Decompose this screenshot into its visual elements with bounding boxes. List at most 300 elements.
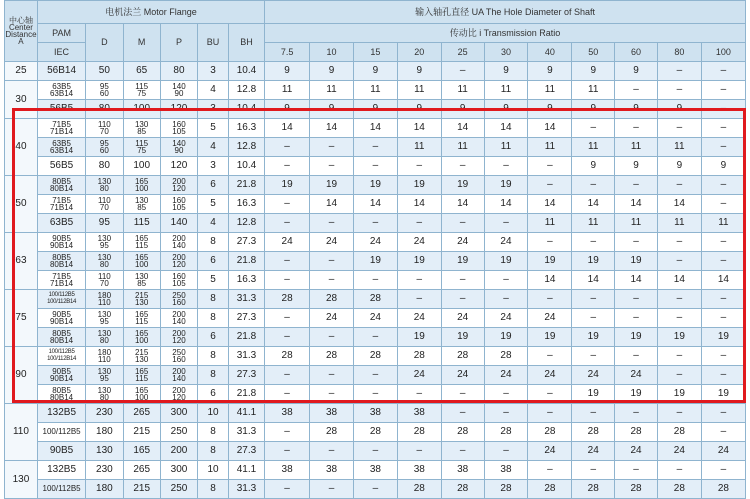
hole-diameter-cell: – [265,214,310,233]
bu-cell: 6 [198,385,229,404]
p-cell: 140 [160,214,197,233]
d-value: 70 [99,203,109,212]
ratio-header-cell: 80 [657,43,701,62]
hole-diameter-cell: – [310,480,354,499]
center-distance-cell: 110 [5,404,38,461]
m-value: 115 [135,374,149,383]
hole-diameter-cell: 24 [484,309,528,328]
hole-diameter-cell: – [657,366,701,385]
m-value: 130 [134,298,149,307]
hole-diameter-cell: – [265,271,310,290]
iec-value: 71B5 [52,272,71,281]
ratio-header-cell: 25 [441,43,484,62]
hole-diameter-cell: – [265,480,310,499]
hole-diameter-cell: 24 [528,366,572,385]
hole-diameter-cell: 19 [572,385,615,404]
iec-header: IEC [37,43,85,62]
bu-cell: 3 [198,100,229,119]
hole-diameter-cell: – [353,157,397,176]
hole-diameter-cell: – [265,328,310,347]
p-value: 200 [172,253,186,262]
d-cell [86,176,123,195]
p-value: 120 [172,336,186,345]
hole-diameter-cell: 28 [484,480,528,499]
p-cell: 200 [160,442,197,461]
m-cell [123,176,160,195]
iec-value: 63B14 [49,89,74,98]
hole-diameter-cell: – [310,214,354,233]
hole-diameter-cell: 19 [572,328,615,347]
bu-cell: 8 [198,309,229,328]
iec-value: 90B5 [52,367,71,376]
ratio-header-cell: 60 [615,43,658,62]
m-cell: 215 [123,480,160,499]
p-value: 160 [172,196,186,205]
m-value: 215 [134,348,149,357]
bh-cell: 27.3 [228,366,264,385]
m-value: 165 [134,253,149,262]
hole-diameter-cell: – [397,157,441,176]
bh-cell: 27.3 [228,442,264,461]
hole-diameter-cell: 28 [397,347,441,366]
hole-diameter-cell: 38 [441,461,484,480]
hole-diameter-cell: – [701,81,745,100]
hole-diameter-cell: – [441,214,484,233]
bu-cell: 6 [198,252,229,271]
iec-value: 80B5 [52,329,71,338]
d-cell [86,252,123,271]
ratio-header-cell: 40 [528,43,572,62]
iec-cell [37,119,85,138]
hole-diameter-cell: 14 [657,271,701,290]
hole-diameter-cell: – [353,271,397,290]
hole-diameter-cell: – [397,385,441,404]
hole-diameter-cell: 24 [397,309,441,328]
d-value: 60 [99,146,109,155]
bh-cell: 10.4 [228,100,264,119]
center-distance-cell: 30 [5,81,38,119]
m-value: 165 [134,234,149,243]
bh-cell: 31.3 [228,347,264,366]
d-cell [86,233,123,252]
d-cell: 95 [86,214,123,233]
m-cell: 265 [123,461,160,480]
table-row [5,328,746,347]
m-cell [123,119,160,138]
hole-diameter-cell: – [310,138,354,157]
d-value: 110 [97,272,111,281]
d-value: 80 [99,393,109,402]
hole-diameter-cell: 9 [615,157,658,176]
p-value: 160 [172,355,186,364]
center-distance-cell: 75 [5,290,38,347]
iec-cell [37,290,85,309]
iec-cell: 132B5 [37,461,85,480]
hole-diameter-cell: 24 [310,309,354,328]
center-distance-a: A [18,37,24,46]
hole-diameter-cell: – [701,62,745,81]
p-value: 105 [172,203,186,212]
p-cell [160,328,197,347]
table-row [5,81,746,100]
hole-diameter-cell: – [701,461,745,480]
d-value: 180 [97,291,112,300]
hole-diameter-cell: 11 [615,138,658,157]
hole-diameter-cell: 19 [528,252,572,271]
hole-diameter-cell: – [265,442,310,461]
d-header: D [86,24,123,62]
d-value: 130 [97,234,112,243]
hole-diameter-cell: – [657,404,701,423]
hole-diameter-cell: – [572,119,615,138]
ratio-header-cell: 50 [572,43,615,62]
center-distance-cell: 130 [5,461,38,499]
hole-diameter-cell: 19 [441,252,484,271]
iec-value: 80B5 [52,253,71,262]
iec-cell [37,176,85,195]
table-row [5,214,746,233]
hole-diameter-cell: – [484,157,528,176]
hole-diameter-cell: – [615,119,658,138]
m-cell [123,138,160,157]
hole-diameter-cell: 38 [397,404,441,423]
hole-diameter-cell: 11 [441,138,484,157]
hole-diameter-cell: 9 [657,157,701,176]
p-cell [160,195,197,214]
iec-value: 71B5 [52,120,71,129]
center-distance-cell: 63 [5,233,38,290]
hole-diameter-cell: – [657,309,701,328]
gear-spec-table [4,0,746,499]
hole-diameter-cell: – [528,176,572,195]
hole-diameter-cell: – [484,290,528,309]
hole-diameter-cell: – [265,252,310,271]
hole-diameter-cell: 11 [441,81,484,100]
iec-cell: 56B5 [37,157,85,176]
hole-diameter-cell: – [484,214,528,233]
d-value: 80 [99,184,109,193]
hole-diameter-cell: – [353,385,397,404]
hole-diameter-cell: – [310,252,354,271]
m-value: 165 [134,367,149,376]
table-row [5,404,746,423]
hole-diameter-cell: – [701,423,745,442]
p-value: 200 [172,177,186,186]
iec-cell: 100/112B5 [37,423,85,442]
m-cell: 265 [123,404,160,423]
hole-diameter-cell: 19 [441,176,484,195]
m-cell [123,81,160,100]
hole-diameter-cell: 11 [572,138,615,157]
hole-diameter-cell: 38 [353,461,397,480]
hole-diameter-cell: – [528,233,572,252]
hole-diameter-cell: 14 [484,119,528,138]
m-cell [123,328,160,347]
p-value: 120 [172,260,186,269]
hole-diameter-cell: – [528,347,572,366]
iec-cell [37,195,85,214]
p-value: 160 [172,120,186,129]
iec-value: 80B5 [52,177,71,186]
bu-cell: 6 [198,176,229,195]
hole-diameter-cell: – [397,271,441,290]
p-cell [160,271,197,290]
d-cell [86,328,123,347]
hole-diameter-cell: 24 [484,233,528,252]
bh-header: BH [228,24,264,62]
bh-cell: 31.3 [228,423,264,442]
hole-diameter-cell: 38 [265,461,310,480]
bu-cell: 8 [198,347,229,366]
m-value: 130 [134,355,149,364]
hole-diameter-cell: 19 [397,252,441,271]
hole-diameter-cell: 19 [441,328,484,347]
iec-cell: 63B5 [37,214,85,233]
hole-diameter-cell: 38 [310,404,354,423]
hole-diameter-cell: 28 [397,423,441,442]
hole-diameter-cell: – [441,290,484,309]
bu-cell: 5 [198,119,229,138]
hole-diameter-cell: 28 [572,480,615,499]
hole-diameter-cell: – [484,271,528,290]
hole-diameter-cell: 19 [397,176,441,195]
hole-diameter-cell: – [657,81,701,100]
hole-diameter-cell: – [265,157,310,176]
m-value: 115 [135,241,149,250]
iec-cell: 132B5 [37,404,85,423]
hole-diameter-cell: – [484,442,528,461]
hole-diameter-cell: 24 [615,366,658,385]
hole-diameter-cell: – [657,347,701,366]
hole-diameter-cell: 11 [484,138,528,157]
hole-diameter-cell: – [701,119,745,138]
p-value: 120 [172,184,186,193]
hole-diameter-cell: 28 [484,347,528,366]
bh-cell: 12.8 [228,214,264,233]
hole-diameter-cell: 24 [265,233,310,252]
hole-diameter-cell: 19 [572,252,615,271]
m-value: 75 [137,89,147,98]
hole-diameter-cell: – [353,214,397,233]
hole-diameter-cell: – [484,404,528,423]
hole-diameter-cell: 28 [528,423,572,442]
d-cell [86,309,123,328]
hole-diameter-cell: – [528,385,572,404]
iec-cell [37,252,85,271]
d-cell [86,81,123,100]
bh-cell: 41.1 [228,404,264,423]
bu-header: BU [198,24,229,62]
ratio-header-cell: 20 [397,43,441,62]
hole-diameter-cell: – [528,290,572,309]
m-cell [123,309,160,328]
hole-diameter-cell: 11 [528,214,572,233]
hole-diameter-cell: 14 [265,119,310,138]
hole-diameter-cell: – [397,290,441,309]
hole-diameter-cell: 19 [701,328,745,347]
p-cell [160,119,197,138]
p-value: 250 [172,291,186,300]
hole-diameter-cell: 24 [397,233,441,252]
hole-diameter-cell: – [615,347,658,366]
iec-value: 90B5 [52,310,71,319]
m-cell [123,271,160,290]
hole-diameter-cell: 24 [572,366,615,385]
table-row [5,461,746,480]
iec-value: 80B14 [49,184,74,193]
hole-diameter-cell: 9 [353,100,397,119]
hole-diameter-cell: 19 [615,252,658,271]
m-cell [123,233,160,252]
table-row [5,62,746,81]
hole-diameter-cell: – [353,138,397,157]
hole-diameter-cell: 14 [441,195,484,214]
d-cell [86,119,123,138]
bh-cell: 10.4 [228,62,264,81]
hole-diameter-cell: – [572,347,615,366]
hole-diameter-cell: – [615,290,658,309]
p-cell [160,176,197,195]
hole-diameter-cell: 24 [615,442,658,461]
m-value: 85 [137,279,147,288]
iec-cell [37,309,85,328]
iec-value: 90B14 [49,317,74,326]
hole-diameter-cell: 38 [310,461,354,480]
hole-diameter-header: 输入轴孔直径 UA The Hole Diameter of Shaft [265,1,746,24]
iec-value: 63B14 [49,146,74,155]
p-cell [160,290,197,309]
hole-diameter-cell: 28 [397,480,441,499]
iec-value: 90B14 [49,374,74,383]
hole-diameter-cell: 28 [310,423,354,442]
bh-cell: 21.8 [228,328,264,347]
hole-diameter-cell: – [615,404,658,423]
hole-diameter-cell: 9 [310,62,354,81]
hole-diameter-cell: – [657,461,701,480]
m-value: 130 [134,272,149,281]
hole-diameter-cell: – [353,366,397,385]
hole-diameter-cell: 9 [310,100,354,119]
bh-cell: 41.1 [228,461,264,480]
hole-diameter-cell: 9 [528,62,572,81]
hole-diameter-cell: 28 [353,347,397,366]
hole-diameter-cell: 9 [397,62,441,81]
hole-diameter-cell: – [657,233,701,252]
hole-diameter-cell: – [572,290,615,309]
hole-diameter-cell: – [572,176,615,195]
p-cell: 300 [160,404,197,423]
iec-cell [37,347,85,366]
iec-cell [37,81,85,100]
table-row [5,480,746,499]
hole-diameter-cell: 28 [310,290,354,309]
p-value: 90 [174,89,184,98]
hole-diameter-cell: 28 [265,290,310,309]
bu-cell: 8 [198,480,229,499]
hole-diameter-cell: 19 [657,385,701,404]
hole-diameter-cell: 38 [484,461,528,480]
bu-cell: 5 [198,271,229,290]
d-value: 95 [99,82,109,91]
hole-diameter-cell: 19 [484,252,528,271]
hole-diameter-cell: 11 [484,81,528,100]
hole-diameter-cell: 24 [528,309,572,328]
hole-diameter-cell: – [353,480,397,499]
p-value: 120 [172,393,186,402]
ratio-header-cell: 10 [310,43,354,62]
m-cell [123,195,160,214]
hole-diameter-cell: 28 [657,480,701,499]
p-value: 140 [172,82,186,91]
table-row [5,309,746,328]
p-value: 160 [172,298,186,307]
d-cell: 130 [86,442,123,461]
d-cell [86,271,123,290]
p-value: 140 [172,241,186,250]
hole-diameter-cell: – [528,461,572,480]
hole-diameter-cell: 19 [657,328,701,347]
bu-cell: 8 [198,290,229,309]
hole-diameter-cell: 11 [310,81,354,100]
bh-cell: 10.4 [228,157,264,176]
m-cell: 165 [123,442,160,461]
m-value: 100 [134,393,149,402]
p-value: 200 [172,367,186,376]
hole-diameter-cell: 24 [441,233,484,252]
m-value: 85 [137,203,147,212]
table-row [5,176,746,195]
bh-cell: 12.8 [228,81,264,100]
iec-cell: 90B5 [37,442,85,461]
hole-diameter-cell: – [441,271,484,290]
p-cell: 250 [160,423,197,442]
d-cell: 80 [86,100,123,119]
hole-diameter-cell: 19 [353,252,397,271]
hole-diameter-cell: 24 [657,442,701,461]
d-value: 95 [99,317,109,326]
center-distance-cn: 中心轴 [8,16,33,25]
m-value: 85 [137,127,147,136]
bh-cell: 31.3 [228,290,264,309]
hole-diameter-cell: 24 [701,442,745,461]
hole-diameter-cell: 11 [353,81,397,100]
bu-cell: 3 [198,62,229,81]
hole-diameter-cell: – [441,157,484,176]
d-value: 95 [99,374,109,383]
m-cell: 100 [123,100,160,119]
m-cell [123,385,160,404]
hole-diameter-cell: 11 [265,81,310,100]
ratio-header-cell: 100 [701,43,745,62]
bu-cell: 10 [198,461,229,480]
hole-diameter-cell: 14 [310,195,354,214]
hole-diameter-cell: – [310,385,354,404]
hole-diameter-cell: 14 [572,195,615,214]
table-row [5,252,746,271]
bh-cell: 21.8 [228,385,264,404]
m-cell [123,347,160,366]
p-cell [160,233,197,252]
hole-diameter-cell: 9 [353,62,397,81]
bh-cell: 16.3 [228,271,264,290]
hole-diameter-cell: – [310,157,354,176]
m-value: 115 [135,317,149,326]
iec-value: 100/112B5 [48,292,75,298]
hole-diameter-cell: – [572,461,615,480]
center-distance-cell: 90 [5,347,38,404]
hole-diameter-cell: 14 [528,271,572,290]
table-row [5,233,746,252]
